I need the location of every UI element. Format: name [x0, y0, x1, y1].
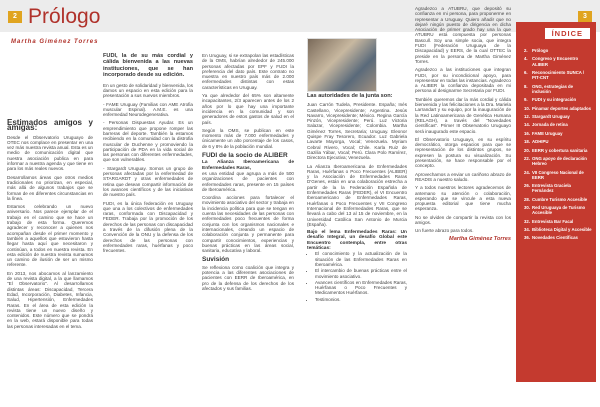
index-entry-title: VII Congreso Nacional de EERR [532, 169, 584, 180]
fudi-welcome: FUDI, la de su más cordial y cálida bienvenida a las nuevas instituciones, que se han incorporado desde su edición. [103, 53, 193, 79]
paragraph: En Uruguay, si se extrapolan las estadísticas de la OMS, habrían alrededor de 245.000 personas afectadas por EPF y FUDI la preferencia del dato país. Este contrato no muestra en nuestro país más de 2.000 enfermedades distintas con estas características en Uruguay. [202, 53, 294, 90]
index-entry-number: 20. [524, 147, 530, 153]
page-number-left: 2 [8, 11, 22, 23]
index-entry[interactable] [524, 97, 592, 102]
index-entry-title: FUDI y su integración [532, 97, 577, 103]
index-entry[interactable] [524, 56, 592, 66]
index-entry-number: 34. [524, 227, 530, 233]
paragraph: No se olviden de compartir la revista con los amigos. [415, 214, 511, 225]
index-entry-title: Entrevista Bar Facal [532, 218, 574, 224]
index-entry[interactable] [524, 114, 592, 119]
index-entry[interactable] [524, 170, 592, 180]
paragraph: - Stargardt Uruguay. Somos un grupo de personas afectadas por la enfermedad de STARGARDT y otras enfermedades de retina que desean compartir información de los avances científicos y de las iniciativas de nuestro país. [103, 165, 193, 198]
page-number-right: 3 [578, 11, 592, 23]
paragraph: FUDI, es la única federación en Uruguay que una a los colectivos de enfermedades raras, conformada con Discapacidad y FEDER. Trabaja por la promoción de los derechos de las personas con discapacidad a través de la difusión plena de la Convención de la ONU y la defensa de los derechos de las personas con enfermedades raras, huérfanas y poco frecuentes. [103, 200, 193, 254]
author-name: Martha Giménez Torres [11, 39, 99, 45]
photo-caption: Las autoridades de la junta son: [307, 93, 393, 99]
left-column-2 [103, 53, 193, 257]
left-column-1 [7, 120, 93, 332]
index-list [524, 48, 592, 244]
page-title: Prólogo [28, 5, 101, 28]
paragraph: Desde el Observatorio Uruguayo de OTEC nos complace en presentar en una vez más nuestra revista anual. Esta es un medio de comunicación digital que nuestra asociación publica en para informar a nuestra agenda y que tiene en para los más reales nuevos. [7, 134, 93, 172]
left-column-3 [202, 53, 294, 294]
index-entry[interactable] [524, 139, 592, 144]
index-entry-number: 14. [524, 122, 530, 128]
paragraph: En 2013, nos abocamos al lanzamiento de una revista digital, a la que llamamos "El Observatorio". Al desarrollamos distintas áreas: Discapacidad, Tercera Edad, Incorporación, Diabetes, Infancia, Salud, Hipertensión, Enfermedades Raras. En el área de esta edición la revista tiene un nuevo diseño y contenidos. Este número que se pondrá en la web, estará disponible para todas las personas interesadas en el tema. [7, 270, 93, 329]
index-entry-title: Biblioteca Digital y Accesible [532, 227, 592, 233]
index-entry[interactable] [524, 106, 592, 111]
paragraph: Según la OMS, se publican en este momento más de 7.000 enfermedades y únicamente un alto porcentaje de los casos, de 6 y 8% de la población mundial. [202, 127, 294, 149]
index-entry[interactable] [524, 197, 592, 202]
right-column-1 [307, 94, 407, 305]
index-entry-number: 6. [524, 69, 528, 75]
vision-heading: Suvisión [202, 256, 230, 264]
paragraph: Coordina acciones para fortalecer el movimiento asociativo del sector y trabaja en la incidencia política para que se tengan en cuenta las necesidades de las personas con enfermedades poco frecuentes de forma conjunta con los organismos nacionales e internacionales, creando un espacio de colaboración conjunta y permanente para compartir conocimientos, experiencias y buenas prácticas en las áreas social, sanitaria, educativa y laboral. [202, 195, 294, 254]
motto-heading: Bajo el lema Enfermedades Raras: Un desafío Integral, un desafío Global este Encuentro contempla, entre otras temáticas: [307, 230, 407, 252]
paragraph: Un fuerte abrazo para todos. [415, 228, 474, 234]
index-entry-number: 26. [524, 183, 530, 189]
index-entry[interactable] [524, 227, 592, 232]
right-column-2 [415, 6, 511, 242]
index-entry[interactable] [524, 122, 592, 127]
index-entry-title: Prólogo [532, 48, 549, 53]
index-entry-number: 12. [524, 113, 530, 119]
index-entry-number: 22. [524, 155, 530, 161]
index-entry-title: Jornada de retina [532, 122, 568, 128]
paragraph: - FAME Uruguay (Familias con AME Atrofia muscular Espinal). A.M.E. es una enfermedad Neurodegenerativa. [103, 101, 193, 118]
index-entry[interactable] [524, 205, 592, 215]
list-item: • Testimonios. [315, 297, 407, 302]
index-entry-number: 9. [524, 97, 528, 103]
index-entry-number: 10. [524, 105, 530, 111]
paragraph: Aprovechamos a enviar un cariñoso abrazo de READIS a nuestro saludo. [415, 171, 511, 182]
index-entry-title: Pinamar deportes adaptados [532, 105, 591, 111]
index-entry-title: Red Uruguaya de Turismo Accesible [532, 205, 586, 216]
index-entry-number: 36. [524, 235, 530, 241]
index-entry-title: Congreso y Encuentro ALIBER [532, 56, 579, 67]
aliber-heading: FUDI de la socio de ALIBER [202, 152, 288, 160]
index-entry-number: 4. [524, 56, 528, 62]
list-item: • Avances científicos en Enfermedades Raras, Huérfanas o Poco Frecuentes y Medicamentos Huérfanos. [315, 280, 407, 296]
index-entry[interactable] [524, 219, 592, 224]
paragraph: Se reflexiona como coalición que integra y potencia a las diferentes asociaciones de pacientes con EERR de Iberoamérica, en pro de la defensa de los derechos de los afectados y sus familias. [202, 264, 294, 291]
index-entry[interactable] [524, 148, 592, 153]
index-entry-title: EERR y cobertura sanitaria [532, 147, 588, 153]
signature: Martha Giménez Torres [449, 235, 511, 242]
index-entry[interactable] [524, 48, 592, 53]
index-entry-title: ONG apoyo de declaración Hebreo [532, 155, 587, 167]
list-item: • El conocimiento y la actualización de la situación de las Enfermedades Raras en Iberoamérica. [315, 251, 407, 267]
paragraph: También queremos dar la más cordial y cálida bienvenida y las felicitaciones a la Dra. Mariela Larrandart y su equipo, por la inauguración de la Red Latinoamericana de Genética Humana (RELAGH), a través del "Novedades científicas". Primer III Observatorio Uruguayo será inaugurado este espacio. [415, 96, 511, 134]
list-item: • El intercambio de buenas prácticas entre el movimiento asociativo. [315, 268, 407, 279]
paragraph: Agradezco a las instituciones que integran FUDI, por su incondicional apoyo, para representar en todas las instancias. Agradezco a ALIBER la confianza depositada en mi persona al designarme Secretaria por FUDI. [415, 67, 511, 94]
index-entry-title: ONG, estrategias de inclusión [532, 83, 574, 94]
index-entry-title: FAME Uruguay [532, 130, 563, 136]
index-panel [516, 22, 596, 382]
paragraph: En un gesto de solidaridad y bienvenida, los damos un espacio en esta edición para la presentación a sus nuevos miembros. [103, 82, 193, 99]
paragraph: El Observatorio Uruguayo, en su espíritu democrático, otorga espacios para que se representación de los distintos grupos, se expresen la postura su visualización. Su presentación, se hace responsable por el concepto. [415, 136, 511, 169]
index-entry[interactable] [524, 84, 592, 94]
index-entry-number: 24. [524, 169, 530, 175]
index-entry-number: 32. [524, 218, 530, 224]
index-entry[interactable] [524, 131, 592, 136]
index-entry-title: Novedades Científicas [532, 235, 578, 241]
index-title: ÍNDICE [545, 28, 590, 39]
index-entry-title: Entrevista Graciela Fernández [532, 183, 571, 194]
index-entry-title: Reconocimiento SUNCA / PIT-CNT [532, 69, 585, 81]
index-entry-number: 30. [524, 205, 530, 211]
index-entry[interactable] [524, 183, 592, 193]
aliber-subheading: La Alianza Iberoamericana de Enfermedades Raras, [202, 160, 294, 171]
index-entry-number: 2. [524, 48, 528, 53]
index-entry[interactable] [524, 235, 592, 240]
group-photo [307, 38, 377, 92]
paragraph: La Alianza Iberoamericana de Enfermedades Raras, Huérfanas o Poco Frecuentes (ALIBER) y la Asociación de Enfermedades Raras D'Genes, están en una colaboración estrecha a partir de la la Federación Española de Enfermedades Raras (FEDER), el VI Encuentro Iberoamericano de Enfermedades Raras, Huérfanas o Poco Frecuentes y VII Congreso Internacional de Enfermedades Raras, que se llevará a cabo del 13 al 15 de noviembre, en la Universidad Católica San Antonio de Murcia (España). [307, 163, 407, 227]
index-entry-title: ADHIPU [532, 139, 549, 145]
paragraph: Ya que alrededor del 65% son altamente incapacitantes, 2/3 aparecen antes de los 2 años por lo que hay una importante incidencia en la comunidad y son generadores de estos gastos de salud en el país. [202, 93, 294, 125]
index-entry-number: 8. [524, 83, 528, 89]
paragraph: Y a todos nuestros lectores agradecemos de antemano su atención o colaboración, esperando que se vincule a esta nueva propuesta editorial que tiene mucha esperanza. [415, 185, 511, 212]
index-entry-number: 28. [524, 196, 530, 202]
topics-list [307, 251, 407, 302]
right-page [300, 0, 600, 407]
greeting-heading: Estimados amigos y amigas: [7, 118, 93, 133]
index-entry-number: 18. [524, 139, 530, 145]
index-entry-title: Stargardt Uruguay [532, 113, 570, 119]
paragraph: es una entidad que agrupa a más de 500 organizaciones de pacientes con enfermedades raras, presente en 15 países de Iberoamérica. [202, 170, 294, 192]
index-entry-number: 16. [524, 130, 530, 136]
paragraph: Juan Carrón Tudela, Presidente. España; Inés Castellano, Vicepresidente; Argentina. Jesús Navarro, Vicepresidente; México. Regina García Pinzón, Vicepresidente; Perú. Luz Victoria Salazar, Vicepresidente; Colombia. Martha Giménez Torres, Secretaria; Uruguay. Eleonor Quispe Fray Tesorero, Ecuador. Luz Gabriela Lavarte Mayorga, Vocal; Venezuela. Myriam Cebral Rivero, Vocal; Chile. Karla Ruiz de Gazilia Yábar, Vocal; Perú. Clara Polo Ramírez, Directora Ejecutiva; Venezuela. [307, 102, 407, 161]
paragraph: - Personas Dispuestas Ayudar. Es un emprendimiento que propone romper las barreras del deporte. También la estamos recibiendo en la comunidad con la distrofia muscular de Duchenne y promoviendo la participación de PDA en la vida social de las personas con diferentes enfermedades, que son vulnerables. [103, 120, 193, 163]
index-entry-title: Cumbre Turismo Accesible [532, 196, 588, 202]
paragraph: Desarrollamos áreas que otros medios tradicionales no priorizan, en especial, más allá de algunos trabajos que se forman de en diferentes circunstancias en la línea. [7, 174, 93, 201]
index-entry[interactable] [524, 156, 592, 166]
paragraph: Agradezco a ATUBRU, que depositó su confianza en mi persona, para proponerme en representar a Uruguay. Quiero añadir que no dejaré ningún puesto de dirigencia en dicha Asociación de primer grado hay una la que ATUBRU está compuesta por personas Bascull. Soy una simple socia, que integra FUDI (Federación Uruguaya de la Discapacidad) y EERS, de la cual OTTEC la preside en la persona de Martha Giménez Torres. [415, 6, 511, 64]
index-entry[interactable] [524, 70, 592, 80]
paragraph: Estamos celebrando un nuevo aniversario. Nos parece ejemplar de el trabajo en el camino que se hace un trabajo de esta forma. Queremos agradecer y reconocer a quienes nos acompañan desde el primer momento y también a aquellos que estuvieron hasta llegar hasta aquí que necesitaron y continúan, a todos en nuestra revista. En esta edición de nuestra revista sumamos un camino de ilusión de ser un mismo referente. [7, 204, 93, 268]
